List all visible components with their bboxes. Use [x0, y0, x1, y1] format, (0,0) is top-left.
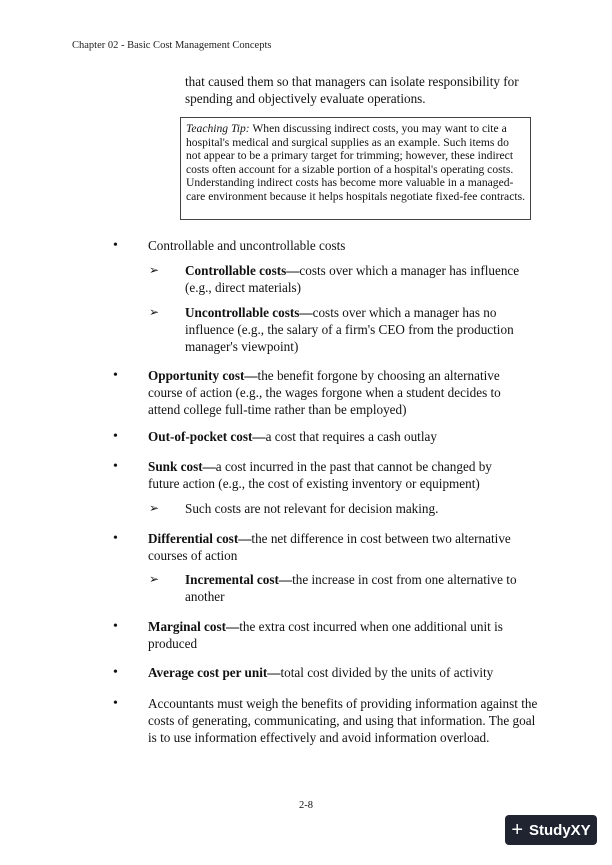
controllable-term: Controllable costs— — [185, 263, 300, 278]
bullet-icon: • — [113, 696, 118, 711]
teaching-tip-text: When discussing indirect costs, you may want to cite a hospital's medical and surgical supplies as an example. Such items do not appear to be a primary target for trimming; however, these indirect costs often account for a sizable portion of a hospital's operating costs. Understanding indirect costs has become more valuable in a managed-care environment because it helps hospitals negotiate fixed-fee contracts. — [186, 122, 525, 203]
out-of-pocket-cost-item — [148, 428, 548, 445]
bullet-icon: • — [113, 459, 118, 474]
differential-definition: the net difference in cost between two alternative courses of action — [148, 531, 511, 563]
differential-cost-item — [148, 530, 538, 564]
arrow-bullet-icon: ➢ — [149, 501, 160, 515]
page-number: 2-8 — [299, 800, 313, 811]
opportunity-cost-item — [148, 367, 520, 418]
intro-paragraph: that caused them so that managers can isolate responsibility for spending and objectively evaluate operations. — [185, 74, 519, 106]
differential-term: Differential cost— — [148, 531, 252, 546]
average-definition: total cost divided by the units of activity — [280, 665, 494, 680]
incremental-cost-item — [185, 571, 540, 605]
plus-icon: + — [511, 819, 523, 841]
marginal-term: Marginal cost— — [148, 619, 240, 634]
bullet-icon: • — [113, 429, 118, 444]
arrow-bullet-icon: ➢ — [149, 305, 160, 319]
incremental-term: Incremental cost— — [185, 572, 293, 587]
uncontrollable-costs-item — [185, 304, 535, 355]
studyxy-logo-text: StudyXY — [529, 821, 591, 839]
out-of-pocket-definition: a cost that requires a cash outlay — [265, 429, 437, 444]
uncontrollable-definition: costs over which a manager has no influence (e.g., the salary of a firm's CEO from the production manager's viewpoint) — [185, 305, 514, 354]
accountants-paragraph: Accountants must weigh the benefits of providing information against the costs of generating, communicating, and using that information. The goal is to use information effectively and avoid information overload. — [148, 696, 538, 745]
bullet-icon: • — [113, 238, 118, 253]
sunk-definition: a cost incurred in the past that cannot be changed by future action (e.g., the cost of existing inventory or equipment) — [148, 459, 492, 491]
bullet-icon: • — [113, 665, 118, 680]
opportunity-term: Opportunity cost— — [148, 368, 258, 383]
controllable-costs-item — [185, 262, 535, 296]
uncontrollable-term: Uncontrollable costs— — [185, 305, 313, 320]
bullet-icon: • — [113, 368, 118, 383]
marginal-definition: the extra cost incurred when one additional unit is produced — [148, 619, 503, 651]
arrow-bullet-icon: ➢ — [149, 263, 160, 277]
out-of-pocket-term: Out-of-pocket cost— — [148, 429, 266, 444]
controllable-heading: Controllable and uncontrollable costs — [148, 238, 346, 253]
page-header: Chapter 02 - Basic Cost Management Concepts — [72, 40, 272, 51]
arrow-bullet-icon: ➢ — [149, 572, 160, 586]
teaching-tip-label: Teaching Tip: — [186, 122, 250, 135]
controllable-definition: costs over which a manager has influence (e.g., direct materials) — [185, 263, 520, 295]
teaching-tip-box — [180, 117, 531, 220]
marginal-cost-item — [148, 618, 528, 652]
bullet-icon: • — [113, 619, 118, 634]
opportunity-definition: the benefit forgone by choosing an alternative course of action (e.g., the wages forgone when a student decides to attend college full-time rather than be employed) — [148, 368, 501, 417]
incremental-definition: the increase in cost from one alternative to another — [185, 572, 517, 604]
average-term: Average cost per unit— — [148, 665, 281, 680]
studyxy-badge[interactable] — [505, 815, 597, 845]
sunk-cost-item — [148, 458, 513, 492]
sunk-cost-note: Such costs are not relevant for decision making. — [185, 501, 439, 516]
sunk-term: Sunk cost— — [148, 459, 216, 474]
average-cost-item — [148, 664, 548, 681]
bullet-icon: • — [113, 531, 118, 546]
